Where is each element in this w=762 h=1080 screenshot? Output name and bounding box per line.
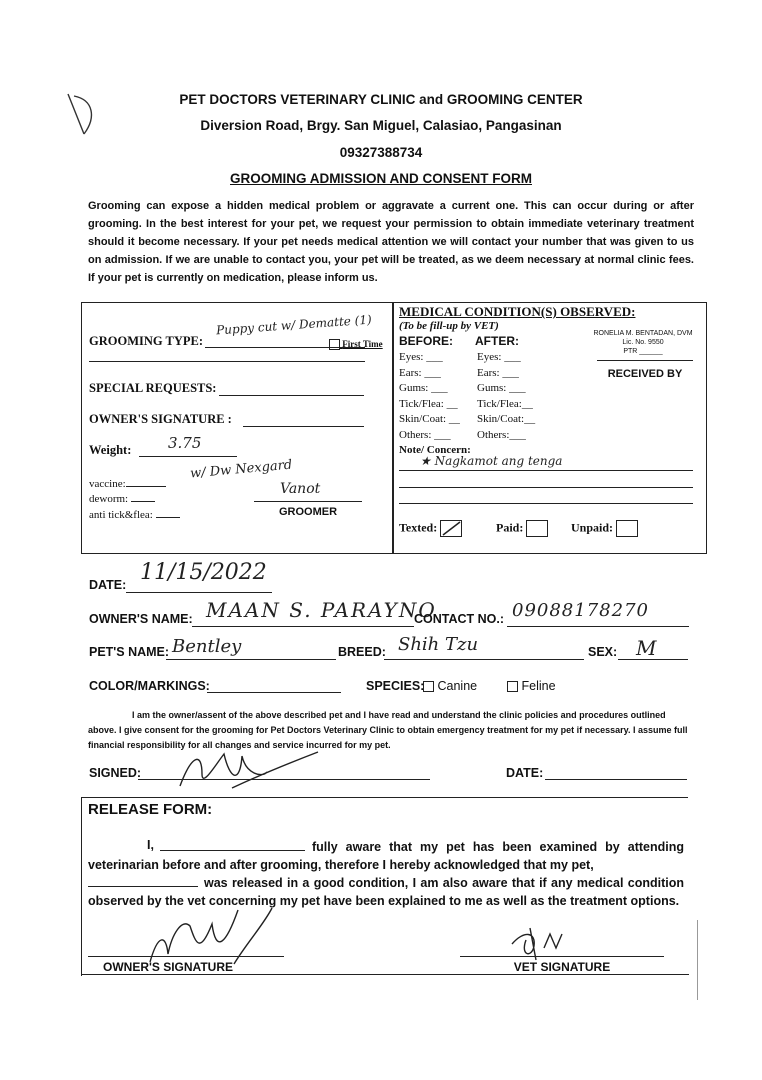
owner-name-label: OWNER'S NAME: [89, 612, 193, 626]
after-item[interactable]: Ears: ___ [477, 366, 519, 379]
contact-value[interactable]: 09088178270 [512, 600, 649, 621]
before-label: BEFORE: [399, 334, 453, 348]
first-time-checkbox[interactable] [329, 339, 340, 350]
clinic-name: PET DOCTORS VETERINARY CLINIC and GROOMING CENTER [179, 92, 583, 107]
after-item[interactable]: Others:___ [477, 428, 526, 441]
received-by-line [597, 360, 693, 361]
antitick-row [89, 509, 180, 521]
first-time-option[interactable] [329, 339, 383, 350]
feline-option[interactable] [507, 679, 556, 693]
signed-label: SIGNED: [89, 766, 142, 780]
special-requests-label: SPECIAL REQUESTS: [89, 381, 217, 395]
intro-text: Grooming can expose a hidden medical problem or aggravate a current one. This can occur during or after grooming. In the best interest for your pet, we request your permission to obtain immediate veterinary treatment should it become necessary. If your pet needs medical attention we will contact your number that was given to us on admission. If we are unable to contact you, your pet will be treated, as we deem necessary at normal clinic fees. If your pet is currently on medication, please inform us. [88, 200, 694, 284]
before-item[interactable]: Skin/Coat: __ [399, 413, 460, 426]
owner-name-line [192, 626, 414, 627]
scan-mark-icon [60, 90, 100, 140]
texted-option[interactable] [399, 520, 462, 537]
vet-name: RONELIA M. BENTADAN, DVM [593, 330, 693, 337]
groomer-name: Vanot [280, 481, 321, 497]
weight-label: Weight: [89, 443, 132, 457]
texted-label: Texted: [399, 520, 438, 535]
deworm-label: deworm: [89, 493, 129, 505]
note-line-3 [399, 503, 693, 504]
release-text-2: was released in a good condition, I am also aware that if any medical condition observed by the vet concerning my pet have been explained to me as well as the treatment options. [88, 876, 684, 908]
antitick-field[interactable] [156, 517, 180, 518]
after-item[interactable]: Gums: ___ [477, 382, 526, 395]
owner-sig-line [88, 956, 284, 957]
before-item[interactable]: Others: ___ [399, 428, 451, 441]
feline-checkbox[interactable] [507, 681, 518, 692]
canine-checkbox[interactable] [423, 681, 434, 692]
date2-label: DATE: [506, 766, 544, 780]
deworm-row [89, 493, 155, 505]
deworm-field[interactable] [131, 501, 155, 502]
release-bottom-border [81, 974, 689, 975]
date-label: DATE: [89, 578, 127, 592]
release-i: I, [147, 838, 154, 852]
after-list [477, 350, 535, 444]
vet-license: Lic. No. 9550 [622, 339, 664, 346]
scan-edge-line [697, 920, 698, 1000]
contact-label: CONTACT NO.: [414, 612, 505, 626]
color-field[interactable] [207, 692, 341, 693]
grooming-type-value[interactable]: Puppy cut w/ Dematte (1) [215, 312, 373, 338]
before-item[interactable]: Eyes: ___ [399, 351, 443, 363]
after-label: AFTER: [475, 334, 519, 348]
clinic-address: Diversion Road, Brgy. San Miguel, Calasiao, Pangasinan [200, 118, 562, 133]
breed-line [384, 659, 584, 660]
grooming-type-label: GROOMING TYPE: [89, 334, 204, 348]
vaccine-label: vaccine: [89, 478, 126, 490]
note-line-2 [399, 487, 693, 488]
vet-ptr: PTR ______ [623, 348, 663, 355]
vet-stamp [593, 329, 693, 356]
date-value[interactable]: 11/15/2022 [140, 560, 267, 585]
weight-line [139, 456, 237, 457]
sex-label: SEX: [588, 645, 618, 659]
received-by-label: RECEIVED BY [607, 368, 683, 380]
sex-line [618, 659, 688, 660]
note-label: Note/ Concern: [399, 444, 471, 456]
note-line-1 [399, 470, 693, 471]
before-item[interactable]: Ears: ___ [399, 366, 441, 379]
grooming-extra-line [89, 361, 365, 362]
check-mark-icon [441, 521, 461, 536]
clinic-phone: 09327388734 [339, 145, 423, 160]
contact-line [507, 626, 689, 627]
before-list [399, 350, 460, 444]
vet-sig-line [460, 956, 664, 957]
groomer-label: GROOMER [278, 506, 338, 518]
owner-name-value[interactable]: MAAN S. PARAYNO [206, 598, 437, 622]
special-requests-field[interactable] [219, 395, 364, 396]
weight-value[interactable]: 3.75 [168, 434, 202, 452]
release-title: RELEASE FORM: [88, 801, 213, 818]
date-line [126, 592, 272, 593]
species-label: SPECIES: [366, 679, 425, 693]
groomer-line [254, 501, 362, 502]
grooming-note-value: w/ Dw Nexgard [189, 457, 293, 482]
owner-sig-label: OWNER'S SIGNATURE [103, 960, 233, 974]
antitick-label: anti tick&flea: [89, 509, 153, 521]
vaccine-row [89, 478, 166, 490]
before-item[interactable]: Gums: ___ [399, 382, 448, 395]
breed-value[interactable]: Shih Tzu [398, 634, 479, 655]
canine-label: Canine [437, 679, 478, 693]
texted-checkbox[interactable] [440, 520, 462, 537]
after-item[interactable]: Eyes: ___ [477, 351, 521, 363]
note-value[interactable]: ★ Nagkamot ang tenga [420, 454, 563, 468]
owner-signature-field[interactable] [243, 426, 364, 427]
pet-name-line [166, 659, 336, 660]
paid-option[interactable] [496, 520, 548, 537]
breed-label: BREED: [338, 645, 386, 659]
owner-signature-label: OWNER'S SIGNATURE : [89, 412, 232, 426]
vaccine-field[interactable] [126, 486, 166, 487]
vet-sig-label: VET SIGNATURE [513, 960, 611, 974]
first-time-label: First Time [342, 339, 383, 349]
unpaid-checkbox[interactable] [616, 520, 638, 537]
form-title: GROOMING ADMISSION AND CONSENT FORM [230, 171, 532, 186]
unpaid-label: Unpaid: [571, 520, 614, 535]
before-item[interactable]: Tick/Flea: __ [399, 397, 458, 410]
medical-subtitle: (To be fill-up by VET) [399, 320, 499, 332]
pet-name-value[interactable]: Bentley [172, 636, 242, 657]
after-item[interactable]: Tick/Flea:__ [477, 397, 533, 410]
medical-title: MEDICAL CONDITION(S) OBSERVED: [399, 304, 636, 319]
date2-field[interactable] [545, 779, 687, 780]
unpaid-option[interactable] [571, 520, 638, 537]
canine-option[interactable] [423, 679, 477, 693]
paid-label: Paid: [496, 520, 524, 535]
sex-value[interactable]: M [636, 636, 657, 660]
color-label: COLOR/MARKINGS: [89, 679, 210, 693]
release-text-1: fully aware that my pet has been examined by attending veterinarian before and after grooming, therefore I hereby acknowledged that my pet, [88, 840, 684, 872]
paid-checkbox[interactable] [526, 520, 548, 537]
pet-name-label: PET'S NAME: [89, 645, 170, 659]
feline-label: Feline [521, 679, 556, 693]
consent-text: I am the owner/assent of the above described pet and I have read and understand the clinic policies and procedures outlined above. I give consent for the grooming for Pet Doctors Veterinary Clinic to obtain emergency treatment for my pet if necessary. I assume full financial responsibility for all changes and service incurred for my pet. [88, 710, 688, 750]
owner-signature-icon [172, 744, 322, 794]
after-item[interactable]: Skin/Coat:__ [477, 413, 536, 426]
